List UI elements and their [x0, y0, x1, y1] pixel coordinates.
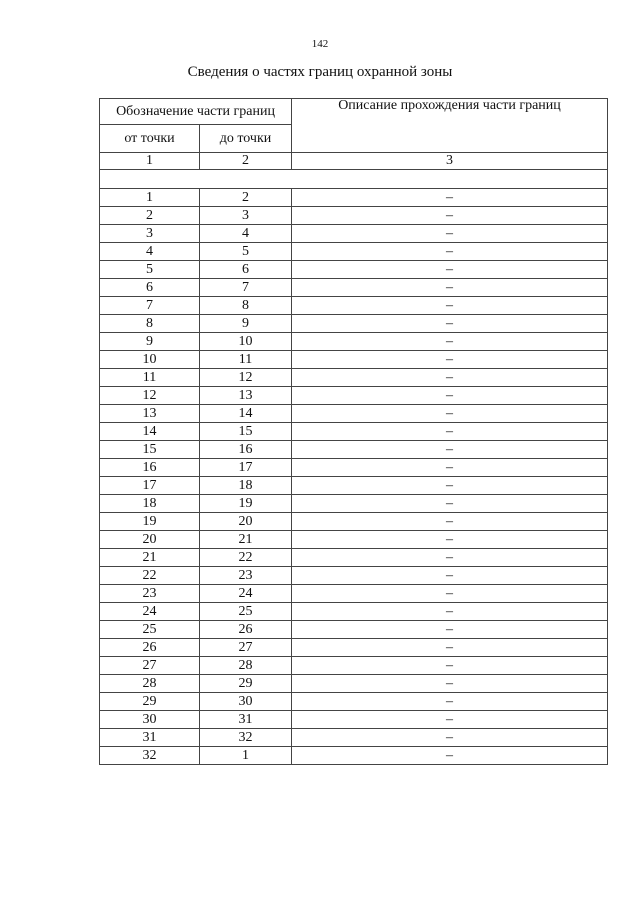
cell-desc: –	[292, 369, 608, 387]
cell-desc: –	[292, 747, 608, 765]
header-from: от точки	[100, 125, 200, 153]
cell-desc: –	[292, 459, 608, 477]
table-row	[100, 477, 608, 495]
cell-desc: –	[292, 495, 608, 513]
cell-to: 24	[200, 585, 292, 603]
cell-desc: –	[292, 675, 608, 693]
table-row	[100, 297, 608, 315]
cell-from: 14	[100, 423, 200, 441]
cell-from: 21	[100, 549, 200, 567]
cell-from: 25	[100, 621, 200, 639]
cell-to: 6	[200, 261, 292, 279]
spacer-cell	[100, 170, 608, 189]
cell-desc: –	[292, 711, 608, 729]
cell-from: 3	[100, 225, 200, 243]
cell-desc: –	[292, 603, 608, 621]
cell-from: 13	[100, 405, 200, 423]
cell-to: 2	[200, 189, 292, 207]
cell-from: 24	[100, 603, 200, 621]
table-row	[100, 567, 608, 585]
cell-from: 5	[100, 261, 200, 279]
cell-from: 2	[100, 207, 200, 225]
cell-desc: –	[292, 189, 608, 207]
cell-to: 14	[200, 405, 292, 423]
column-number: 2	[200, 153, 292, 170]
table-row	[100, 387, 608, 405]
table-row	[100, 693, 608, 711]
cell-from: 16	[100, 459, 200, 477]
column-number: 1	[100, 153, 200, 170]
cell-to: 28	[200, 657, 292, 675]
cell-from: 6	[100, 279, 200, 297]
cell-to: 1	[200, 747, 292, 765]
cell-from: 28	[100, 675, 200, 693]
cell-desc: –	[292, 441, 608, 459]
cell-from: 1	[100, 189, 200, 207]
table-row	[100, 603, 608, 621]
cell-from: 26	[100, 639, 200, 657]
header-description: Описание прохождения части границ	[292, 99, 608, 153]
cell-to: 16	[200, 441, 292, 459]
cell-to: 13	[200, 387, 292, 405]
cell-desc: –	[292, 333, 608, 351]
table-row	[100, 405, 608, 423]
table-row	[100, 711, 608, 729]
table-row	[100, 189, 608, 207]
cell-desc: –	[292, 549, 608, 567]
cell-from: 8	[100, 315, 200, 333]
cell-from: 15	[100, 441, 200, 459]
cell-from: 19	[100, 513, 200, 531]
table-row	[100, 225, 608, 243]
cell-from: 10	[100, 351, 200, 369]
cell-from: 30	[100, 711, 200, 729]
table-row	[100, 459, 608, 477]
cell-to: 30	[200, 693, 292, 711]
cell-to: 5	[200, 243, 292, 261]
table-row	[100, 675, 608, 693]
table-row	[100, 279, 608, 297]
table-body	[100, 189, 608, 765]
cell-from: 22	[100, 567, 200, 585]
column-number: 3	[292, 153, 608, 170]
cell-to: 15	[200, 423, 292, 441]
cell-to: 10	[200, 333, 292, 351]
boundary-table	[99, 98, 608, 765]
cell-desc: –	[292, 243, 608, 261]
cell-desc: –	[292, 585, 608, 603]
cell-desc: –	[292, 567, 608, 585]
cell-from: 23	[100, 585, 200, 603]
cell-to: 21	[200, 531, 292, 549]
table-row	[100, 423, 608, 441]
cell-from: 4	[100, 243, 200, 261]
cell-to: 12	[200, 369, 292, 387]
cell-to: 8	[200, 297, 292, 315]
cell-desc: –	[292, 531, 608, 549]
cell-desc: –	[292, 621, 608, 639]
table-row	[100, 333, 608, 351]
cell-to: 25	[200, 603, 292, 621]
cell-desc: –	[292, 351, 608, 369]
table-row	[100, 549, 608, 567]
cell-to: 29	[200, 675, 292, 693]
table-row	[100, 747, 608, 765]
table-row	[100, 495, 608, 513]
header-row	[100, 99, 608, 125]
cell-to: 3	[200, 207, 292, 225]
cell-to: 26	[200, 621, 292, 639]
cell-to: 17	[200, 459, 292, 477]
cell-desc: –	[292, 693, 608, 711]
cell-desc: –	[292, 261, 608, 279]
cell-desc: –	[292, 207, 608, 225]
cell-desc: –	[292, 225, 608, 243]
header-group: Обозначение части границ	[100, 99, 292, 125]
table-row	[100, 585, 608, 603]
cell-to: 4	[200, 225, 292, 243]
table-row	[100, 513, 608, 531]
table-row	[100, 729, 608, 747]
cell-to: 23	[200, 567, 292, 585]
cell-desc: –	[292, 297, 608, 315]
cell-to: 18	[200, 477, 292, 495]
cell-to: 31	[200, 711, 292, 729]
cell-desc: –	[292, 639, 608, 657]
cell-desc: –	[292, 315, 608, 333]
table-row	[100, 351, 608, 369]
cell-from: 9	[100, 333, 200, 351]
table-row	[100, 621, 608, 639]
cell-desc: –	[292, 423, 608, 441]
table-row	[100, 369, 608, 387]
table-row	[100, 441, 608, 459]
cell-to: 19	[200, 495, 292, 513]
cell-from: 17	[100, 477, 200, 495]
table-row	[100, 243, 608, 261]
cell-from: 31	[100, 729, 200, 747]
cell-from: 27	[100, 657, 200, 675]
page-number: 142	[311, 38, 329, 50]
table-row	[100, 315, 608, 333]
cell-desc: –	[292, 477, 608, 495]
page-title: Сведения о частях границ охранной зоны	[187, 64, 453, 80]
cell-from: 7	[100, 297, 200, 315]
column-number-row	[100, 153, 608, 170]
cell-desc: –	[292, 729, 608, 747]
cell-desc: –	[292, 387, 608, 405]
cell-desc: –	[292, 279, 608, 297]
cell-to: 32	[200, 729, 292, 747]
cell-to: 9	[200, 315, 292, 333]
cell-from: 20	[100, 531, 200, 549]
cell-to: 20	[200, 513, 292, 531]
cell-desc: –	[292, 657, 608, 675]
cell-from: 29	[100, 693, 200, 711]
cell-desc: –	[292, 405, 608, 423]
spacer-row	[100, 170, 608, 189]
cell-to: 7	[200, 279, 292, 297]
table-row	[100, 657, 608, 675]
table-row	[100, 261, 608, 279]
cell-from: 11	[100, 369, 200, 387]
cell-from: 18	[100, 495, 200, 513]
cell-from: 32	[100, 747, 200, 765]
cell-to: 22	[200, 549, 292, 567]
cell-to: 11	[200, 351, 292, 369]
cell-to: 27	[200, 639, 292, 657]
table-row	[100, 639, 608, 657]
table-row	[100, 207, 608, 225]
cell-desc: –	[292, 513, 608, 531]
table-row	[100, 531, 608, 549]
header-to: до точки	[200, 125, 292, 153]
cell-from: 12	[100, 387, 200, 405]
